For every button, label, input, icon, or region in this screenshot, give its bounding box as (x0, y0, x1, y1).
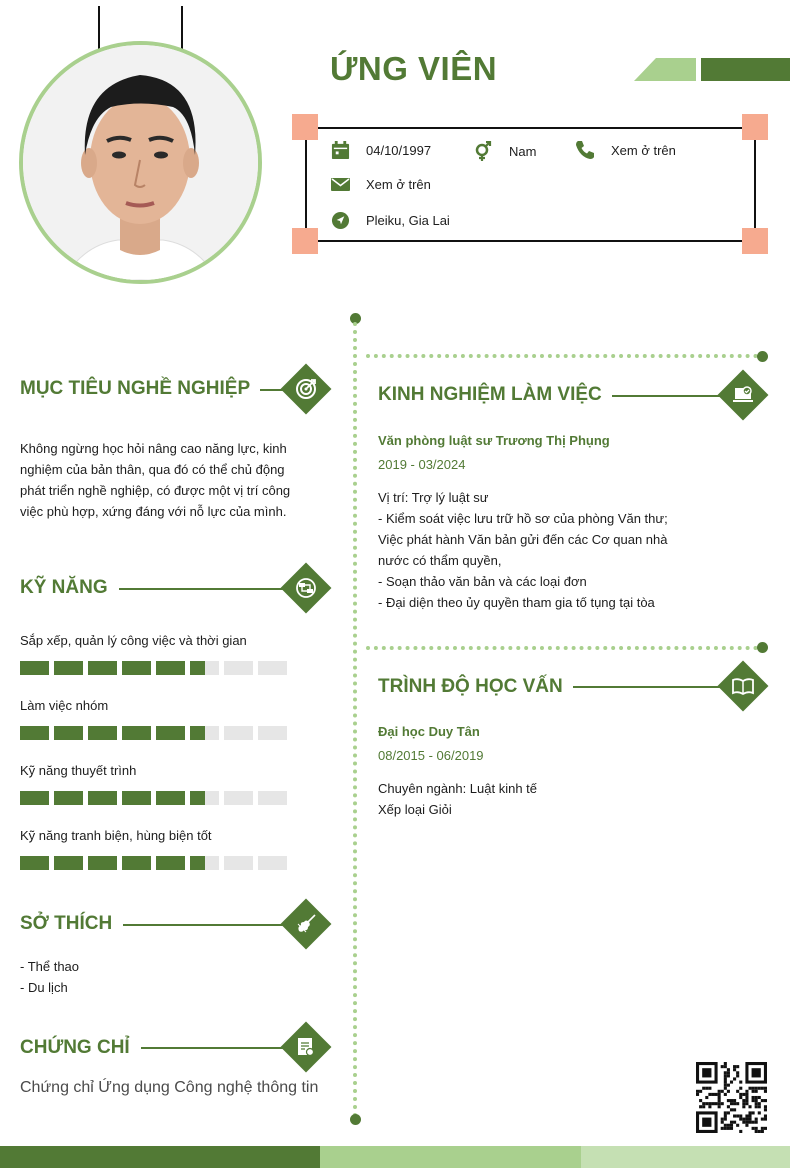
contact-phone (575, 140, 676, 160)
skill-segment (122, 791, 151, 805)
network-icon (288, 570, 324, 606)
certificates-title: CHỨNG CHỈ (20, 1037, 130, 1058)
experience-details (378, 487, 708, 613)
objective-line-1: Không ngừng học hỏi nâng cao năng lực, kinh (20, 441, 287, 456)
timeline-vertical (353, 322, 357, 1118)
contact-corner-br (742, 228, 768, 254)
education-school: Đại học Duy Tân (378, 724, 480, 739)
skill-segment (224, 726, 253, 740)
title-decoration-dark (701, 58, 790, 81)
timeline-dot-bottom (350, 1114, 361, 1125)
skill-label-1: Sắp xếp, quản lý công việc và thời gian (20, 633, 247, 648)
target-icon (288, 371, 324, 407)
skill-segment (190, 661, 219, 675)
skill-label-3: Kỹ năng thuyết trình (20, 763, 137, 778)
certificate-icon (288, 1029, 324, 1065)
experience-line-2: - Kiểm soát việc lưu trữ hồ sơ của phòng Văn thư; (378, 511, 668, 526)
skill-segment (190, 856, 219, 870)
education-line (573, 686, 726, 688)
skill-segment (20, 726, 49, 740)
experience-line-4: nước có thẩm quyền, (378, 553, 502, 568)
skill-segment (258, 856, 287, 870)
skill-segment (258, 661, 287, 675)
skill-segment (88, 726, 117, 740)
objective-title: MỤC TIÊU NGHỀ NGHIỆP (20, 378, 251, 399)
hobbies-line (123, 924, 290, 926)
avatar (19, 41, 262, 284)
location-icon (331, 211, 350, 230)
qr-code-icon (696, 1062, 767, 1133)
contact-email (331, 177, 431, 192)
timeline-dot-education (757, 642, 768, 653)
birthday-value: 04/10/1997 (366, 143, 432, 158)
skill-segment (258, 726, 287, 740)
skill-bar-2 (20, 726, 288, 740)
experience-line (612, 395, 726, 397)
experience-title: KINH NGHIỆM LÀM VIỆC (378, 384, 602, 405)
title-decoration-light (634, 58, 696, 81)
skill-segment (54, 791, 83, 805)
laptop-check-icon (725, 377, 761, 413)
contact-address (331, 211, 450, 230)
gender-icon (473, 141, 493, 161)
hobbies-list (20, 956, 79, 998)
phone-icon (575, 140, 595, 160)
certificate-item: Chứng chỉ Ứng dụng Công nghệ thông tin (20, 1079, 319, 1096)
skill-bar-4 (20, 856, 288, 870)
certificates-line (141, 1047, 290, 1049)
objective-line-2: nghiệm của bản thân, qua đó có thể chủ động (20, 462, 285, 477)
photo-hanger-right (181, 6, 183, 52)
objective-line-3: phát triển nghề nghiệp, có được một vị trí công (20, 483, 291, 498)
photo-hanger-left (98, 6, 100, 52)
skill-segment (54, 726, 83, 740)
skill-segment (20, 856, 49, 870)
skill-segment (20, 661, 49, 675)
candidate-name: ỨNG VIÊN (330, 50, 498, 87)
calendar-icon (331, 141, 350, 160)
objective-line-4: việc phù hợp, xứng đáng với nỗ lực của mình. (20, 504, 287, 519)
skill-segment (88, 661, 117, 675)
violin-icon (288, 906, 324, 942)
skill-segment (122, 856, 151, 870)
contact-birthday (331, 141, 431, 160)
skills-title: KỸ NĂNG (20, 577, 108, 598)
skill-bar-1 (20, 661, 288, 675)
skill-segment (224, 856, 253, 870)
address-value: Pleiku, Gia Lai (366, 213, 450, 228)
skill-segment (122, 726, 151, 740)
skills-line (119, 588, 290, 590)
skill-segment (258, 791, 287, 805)
envelope-icon (331, 177, 350, 192)
contact-corner-bl (292, 228, 318, 254)
skill-segment (190, 726, 219, 740)
objective-text (20, 438, 320, 522)
footer-bar-dark (0, 1146, 320, 1168)
timeline-branch-experience (366, 354, 758, 358)
skill-segment (156, 791, 185, 805)
book-icon (725, 668, 761, 704)
contact-corner-tr (742, 114, 768, 140)
skill-segment (156, 726, 185, 740)
hobbies-title: SỞ THÍCH (20, 913, 113, 934)
education-title: TRÌNH ĐỘ HỌC VẤN (378, 676, 563, 697)
experience-line-3: Việc phát hành Văn bản gửi đến các Cơ quan nhà (378, 532, 668, 547)
timeline-branch-education (366, 646, 758, 650)
education-line-1: Chuyên ngành: Luật kinh tế (378, 781, 538, 796)
skill-segment (224, 661, 253, 675)
skill-segment (224, 791, 253, 805)
skill-label-2: Làm việc nhóm (20, 698, 109, 713)
footer-bar-light (320, 1146, 581, 1168)
experience-company: Văn phòng luật sư Trương Thị Phụng (378, 433, 610, 448)
education-line-2: Xếp loại Giỏi (378, 802, 452, 817)
skill-label-4: Kỹ năng tranh biện, hùng biện tốt (20, 828, 212, 843)
experience-line-1: Vị trí: Trợ lý luật sư (378, 490, 489, 505)
skill-segment (54, 661, 83, 675)
education-details (378, 778, 537, 820)
timeline-dot-experience (757, 351, 768, 362)
experience-line-6: - Đại diện theo ủy quyền tham gia tố tụng tại tòa (378, 595, 655, 610)
contact-corner-tl (292, 114, 318, 140)
skill-segment (88, 856, 117, 870)
skill-segment (54, 856, 83, 870)
skill-bar-3 (20, 791, 288, 805)
contact-gender (473, 141, 536, 161)
skill-segment (156, 661, 185, 675)
skill-segment (156, 856, 185, 870)
experience-period: 2019 - 03/2024 (378, 457, 466, 472)
experience-line-5: - Soạn thảo văn bản và các loại đơn (378, 574, 587, 589)
hobby-item-2: - Du lịch (20, 980, 68, 995)
email-value[interactable]: Xem ở trên (366, 177, 431, 192)
skill-segment (88, 791, 117, 805)
hobby-item-1: - Thể thao (20, 959, 80, 974)
skill-segment (190, 791, 219, 805)
phone-value[interactable]: Xem ở trên (611, 142, 676, 158)
skill-segment (122, 661, 151, 675)
skill-segment (20, 791, 49, 805)
footer-bar-lighter (581, 1146, 790, 1168)
gender-value: Nam (509, 143, 537, 159)
education-period: 08/2015 - 06/2019 (378, 748, 484, 763)
